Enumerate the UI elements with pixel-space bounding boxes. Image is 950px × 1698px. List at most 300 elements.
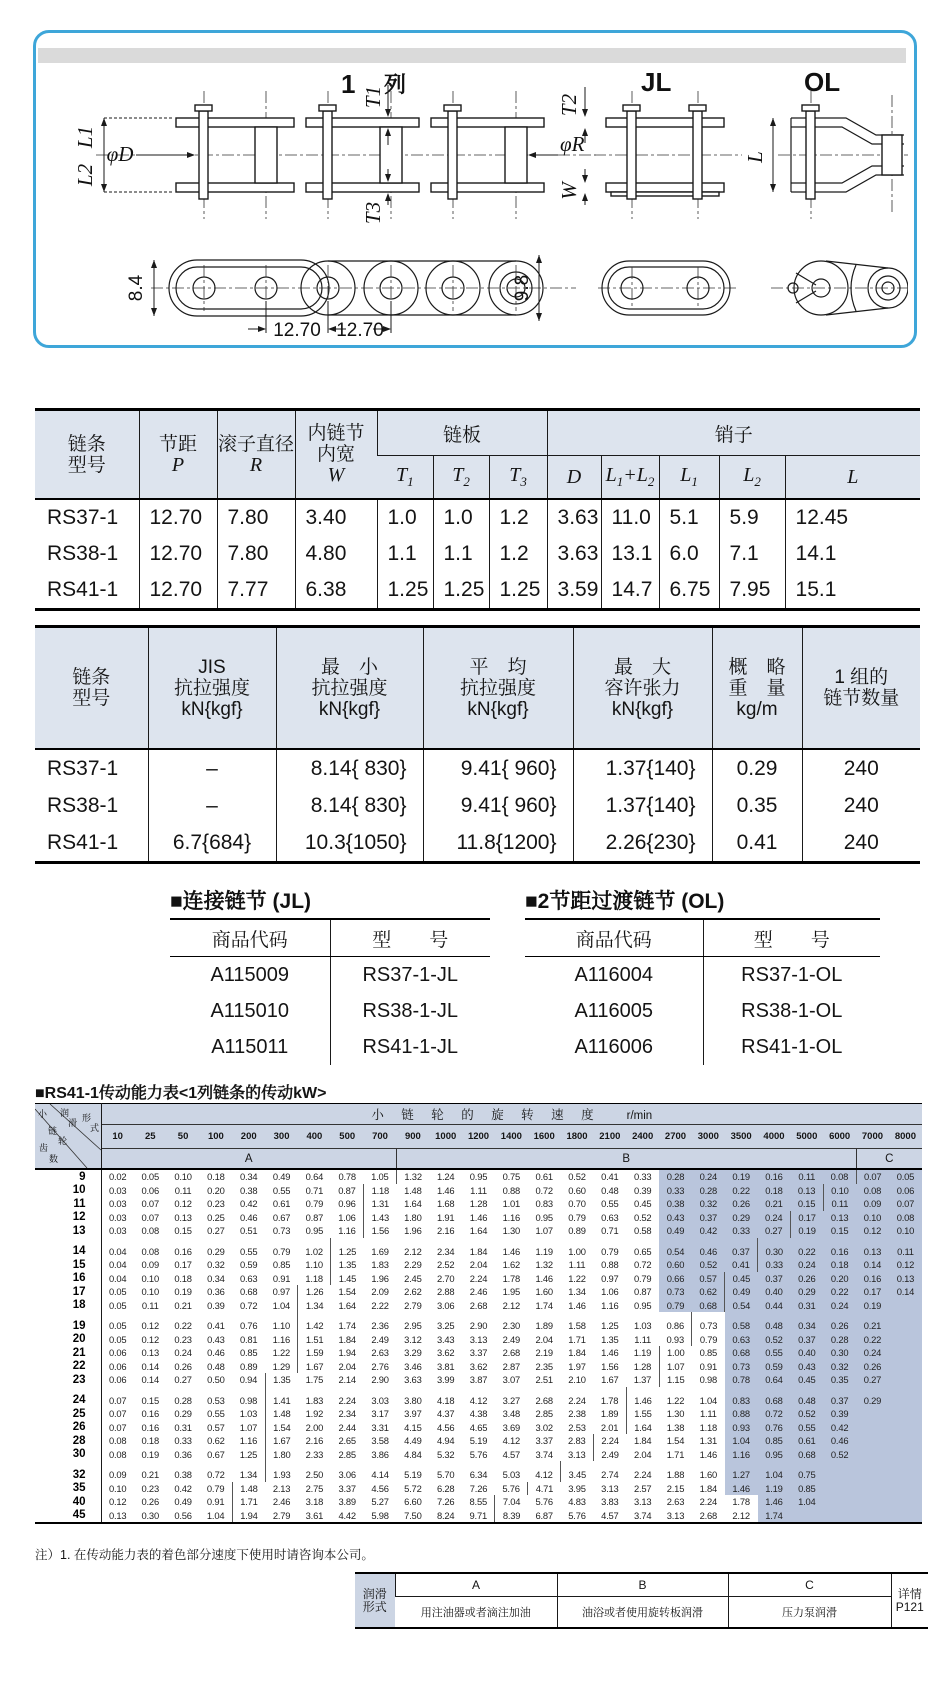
power-cell: 0.04 — [108, 1272, 127, 1284]
power-cell: 0.40 — [790, 1346, 823, 1360]
power-cell: 0.52 — [692, 1258, 725, 1272]
dim-value-cell: 6.0 — [659, 536, 719, 572]
fig-label-row-cjk: 列 — [384, 72, 407, 97]
power-cell: 3.02 — [535, 1421, 553, 1433]
power-cell: 0.13 — [889, 1272, 922, 1286]
dim-value-cell: 1.25 — [489, 572, 547, 610]
power-cell: 0.42 — [692, 1224, 725, 1238]
power-cell: 1.04 — [206, 1509, 225, 1521]
power-cell — [167, 1238, 200, 1245]
power-cell: 0.89 — [240, 1360, 258, 1372]
power-cell: 0.32 — [823, 1360, 856, 1374]
power-cell: 0.10 — [856, 1211, 889, 1225]
power-cell: 0.05 — [889, 1169, 922, 1184]
power-cell: 0.24 — [758, 1211, 791, 1225]
power-cell: 2.50 — [305, 1469, 324, 1481]
lube-corner: 润滑 形式 — [355, 1573, 395, 1628]
power-cell: 1.10 — [272, 1320, 291, 1332]
power-cell: 0.12 — [108, 1496, 127, 1508]
power-cell: 0.53 — [207, 1394, 225, 1406]
power-cell — [396, 1238, 429, 1245]
str-value-cell: 9.41{ 960} — [423, 787, 573, 824]
speed-col-1800: 1800 — [566, 1131, 588, 1142]
power-cell: 1.03 — [239, 1408, 258, 1420]
power-cell: 2.24 — [633, 1469, 652, 1481]
power-cell: 6.60 — [404, 1496, 422, 1508]
power-cell — [856, 1238, 889, 1245]
power-cell: 0.13 — [174, 1211, 192, 1223]
power-cell: 1.95 — [502, 1286, 521, 1298]
power-cell: 1.64 — [469, 1225, 488, 1237]
power-cell: 0.17 — [174, 1259, 192, 1271]
power-cell: 0.20 — [207, 1184, 225, 1196]
power-cell: 0.19 — [141, 1448, 159, 1460]
power-cell: 1.04 — [725, 1434, 758, 1448]
power-cell: 6.34 — [469, 1469, 488, 1481]
power-cell: 0.28 — [692, 1184, 725, 1198]
dim-value-cell: 12.70 — [139, 499, 217, 536]
str-value-cell: 1.37{140} — [573, 749, 712, 787]
power-cell — [889, 1312, 922, 1319]
teeth-label: 30 — [35, 1448, 101, 1462]
power-cell: 4.15 — [404, 1421, 422, 1433]
power-cell — [823, 1312, 856, 1319]
power-cell: 0.12 — [141, 1333, 159, 1345]
power-cell — [528, 1312, 561, 1319]
power-cell — [495, 1387, 528, 1394]
speed-col-4000: 4000 — [763, 1131, 785, 1142]
str-col-3: 平 均 抗拉强度 kN{kgf} — [423, 627, 573, 750]
power-cell — [298, 1387, 331, 1394]
power-cell — [265, 1312, 298, 1319]
dim-row-RS41-1 — [35, 572, 920, 610]
power-cell: 0.33 — [174, 1435, 192, 1447]
power-cell: 1.84 — [568, 1347, 586, 1359]
power-cell: 0.07 — [856, 1169, 889, 1184]
power-cell: 0.68 — [692, 1299, 725, 1313]
power-cell: 2.75 — [305, 1482, 324, 1494]
power-cell — [396, 1461, 429, 1468]
dim-value-cell: 7.1 — [719, 536, 785, 572]
power-cell: 0.96 — [338, 1198, 356, 1210]
power-cell — [823, 1387, 856, 1394]
power-cell: 1.84 — [469, 1245, 488, 1257]
power-cell: 0.48 — [790, 1394, 823, 1408]
col-sym-l1: $L_1$ — [659, 456, 719, 500]
power-cell: 1.55 — [626, 1407, 659, 1421]
power-cell — [889, 1299, 922, 1313]
power-cell: 3.99 — [436, 1374, 455, 1386]
dim-t1: T1 — [361, 85, 385, 109]
col-sym-l1l2: $L_1+L_2$ — [601, 456, 659, 500]
power-cell: 4.37 — [436, 1408, 455, 1420]
power-cell: 1.54 — [338, 1286, 356, 1298]
power-cell: 0.52 — [633, 1211, 652, 1223]
power-cell: 0.45 — [725, 1272, 758, 1286]
power-cell: 2.68 — [469, 1299, 488, 1311]
power-row-23 — [35, 1373, 922, 1387]
power-cell: 4.94 — [436, 1435, 455, 1447]
power-cell: 0.49 — [659, 1224, 692, 1238]
power-cell: 0.22 — [174, 1320, 192, 1332]
power-cell: 1.74 — [758, 1509, 791, 1524]
power-cell: 1.60 — [535, 1286, 553, 1298]
power-cell: 0.33 — [758, 1258, 791, 1272]
power-cell: 0.07 — [108, 1394, 127, 1406]
power-cell: 1.00 — [659, 1346, 692, 1360]
power-cell: 2.68 — [535, 1394, 553, 1406]
power-cell: 2.44 — [338, 1421, 356, 1433]
fig-label-jl: JL — [641, 67, 672, 97]
speed-col-500: 500 — [339, 1131, 356, 1142]
power-cell: 1.46 — [699, 1448, 718, 1460]
col-sym-t3: $T_3$ — [489, 456, 547, 500]
power-cell: 0.11 — [141, 1299, 159, 1311]
power-cell: 1.28 — [633, 1360, 652, 1372]
power-cell: 0.16 — [856, 1272, 889, 1286]
power-cell: 0.18 — [141, 1435, 159, 1447]
speed-col-100: 100 — [207, 1131, 224, 1142]
teeth-label: 11 — [35, 1197, 101, 1211]
power-cell — [889, 1495, 922, 1509]
power-cell: 3.06 — [338, 1469, 356, 1481]
lubrication-table — [355, 1572, 928, 1629]
power-cell: 0.32 — [692, 1197, 725, 1211]
dim-t2: T2 — [557, 93, 581, 117]
power-cell: 1.35 — [601, 1333, 619, 1345]
power-cell: 0.62 — [207, 1435, 225, 1447]
group-pin: 销子 — [547, 410, 920, 456]
power-cell: 5.70 — [436, 1469, 455, 1481]
power-cell — [659, 1312, 692, 1319]
power-cell — [364, 1312, 397, 1319]
teeth-label: 16 — [35, 1272, 101, 1286]
power-cell: 0.37 — [725, 1245, 758, 1259]
dim-value-cell: 1.25 — [433, 572, 489, 610]
power-cell: 0.29 — [725, 1211, 758, 1225]
power-cell: 0.55 — [272, 1184, 291, 1196]
str-value-cell: 0.35 — [712, 787, 802, 824]
power-cell: 1.88 — [666, 1469, 685, 1481]
power-cell — [232, 1238, 265, 1245]
power-cell: 5.32 — [436, 1448, 455, 1460]
lube-zone-b: B — [557, 1573, 728, 1597]
speed-col-1000: 1000 — [435, 1131, 457, 1142]
power-cell: 2.90 — [371, 1374, 389, 1386]
power-cell: 3.29 — [404, 1347, 422, 1359]
power-cell: 0.12 — [141, 1320, 159, 1332]
power-cell: 4.57 — [601, 1509, 619, 1521]
power-cell: 0.24 — [174, 1347, 192, 1359]
power-cell: 1.11 — [634, 1333, 652, 1345]
power-cell: 3.03 — [371, 1394, 389, 1406]
power-cell: 4.56 — [371, 1482, 389, 1494]
power-cell: 1.16 — [725, 1448, 758, 1462]
power-cell: 0.68 — [790, 1448, 823, 1462]
power-cell: 1.93 — [265, 1468, 298, 1482]
power-table — [35, 1103, 922, 1524]
power-cell: 9.71 — [469, 1509, 487, 1521]
power-cell: 0.52 — [790, 1407, 823, 1421]
jl-link-view — [557, 87, 742, 315]
power-cell: 3.37 — [535, 1435, 553, 1447]
teeth-label: 25 — [35, 1407, 101, 1421]
power-cell: 1.04 — [790, 1495, 823, 1509]
speed-col-3000: 3000 — [697, 1131, 719, 1142]
power-cell: 1.94 — [232, 1509, 265, 1524]
power-row-12 — [35, 1211, 922, 1225]
power-cell: 0.18 — [207, 1171, 225, 1183]
power-cell: 0.09 — [141, 1259, 159, 1271]
power-cell: 0.28 — [659, 1169, 692, 1184]
power-cell: 1.64 — [404, 1198, 422, 1210]
power-cell: 3.74 — [633, 1509, 652, 1521]
power-cell: 0.31 — [790, 1299, 823, 1313]
power-cell: 0.11 — [790, 1169, 823, 1184]
dim-value-cell: 12.70 — [139, 536, 217, 572]
zone-label-C: C — [856, 1149, 922, 1170]
power-cell — [265, 1238, 298, 1245]
dim-value-cell: 14.7 — [601, 572, 659, 610]
power-cell: 0.03 — [108, 1211, 127, 1223]
power-cell: 1.46 — [601, 1347, 619, 1359]
part-code-cell: A116005 — [574, 999, 654, 1022]
power-cell — [626, 1387, 659, 1394]
power-cell: 0.72 — [240, 1299, 258, 1311]
speed-col-10: 10 — [112, 1131, 123, 1142]
power-cell — [265, 1387, 298, 1394]
power-cell: 0.95 — [633, 1299, 652, 1311]
teeth-label: 40 — [35, 1495, 101, 1509]
power-cell: 3.61 — [305, 1509, 324, 1521]
str-value-cell: – — [148, 787, 276, 824]
power-cell — [528, 1461, 561, 1468]
power-cell: 0.52 — [823, 1448, 856, 1462]
teeth-label: 35 — [35, 1482, 101, 1496]
power-cell: 0.76 — [758, 1421, 791, 1435]
power-row-32 — [35, 1468, 922, 1482]
power-cell: 0.87 — [305, 1211, 324, 1223]
power-cell: 0.94 — [239, 1374, 258, 1386]
dim-value-cell: 7.95 — [719, 572, 785, 610]
jl-col-model: 型 号 — [330, 919, 490, 957]
power-cell — [692, 1238, 725, 1245]
power-cell: 1.04 — [699, 1394, 718, 1406]
power-cell: 1.78 — [600, 1394, 619, 1406]
power-cell — [790, 1312, 823, 1319]
speed-col-2700: 2700 — [664, 1131, 687, 1142]
power-cell: 2.13 — [272, 1482, 291, 1494]
speed-col-50: 50 — [177, 1131, 189, 1142]
power-cell: 0.95 — [535, 1211, 553, 1223]
power-cell: 0.24 — [856, 1346, 889, 1360]
power-cell: 0.95 — [758, 1448, 791, 1462]
power-cell: 6.28 — [436, 1482, 455, 1494]
power-cell: 3.62 — [436, 1347, 455, 1359]
power-cell — [856, 1421, 889, 1435]
power-cell: 0.98 — [239, 1394, 258, 1406]
model-cell: RS37-1 — [47, 756, 119, 780]
power-cell: 4.57 — [502, 1448, 521, 1460]
lube-desc-b: 油浴或者使用旋转板润滑 — [557, 1597, 728, 1629]
power-cell: 1.80 — [265, 1448, 298, 1462]
str-value-cell: 6.7{684} — [148, 824, 276, 863]
power-cell: 0.91 — [699, 1360, 718, 1372]
ol-link-view — [743, 91, 908, 315]
power-cell: 1.10 — [305, 1259, 323, 1271]
power-cell: 1.42 — [298, 1319, 331, 1333]
power-cell: 0.14 — [856, 1258, 889, 1272]
power-cell: 0.36 — [174, 1448, 192, 1460]
speed-col-2100: 2100 — [599, 1131, 621, 1142]
power-cell: 1.62 — [502, 1259, 521, 1271]
dim-9-8: 9.8 — [512, 274, 533, 302]
power-cell: 0.24 — [823, 1299, 856, 1313]
power-cell: 0.30 — [141, 1509, 159, 1521]
str-value-cell: 240 — [802, 787, 920, 824]
power-cell: 0.07 — [108, 1421, 127, 1433]
power-cell: 0.71 — [305, 1184, 324, 1196]
dim-t3: T3 — [361, 201, 385, 225]
power-cell: 0.55 — [207, 1408, 225, 1420]
str-value-cell: – — [148, 749, 276, 787]
power-cell: 0.13 — [108, 1509, 127, 1521]
power-cell: 1.74 — [338, 1320, 356, 1332]
power-cell: 8.24 — [436, 1509, 455, 1521]
power-cell: 0.05 — [141, 1171, 159, 1183]
power-row-40 — [35, 1495, 922, 1509]
power-cell: 1.18 — [364, 1184, 397, 1198]
power-cell: 0.79 — [601, 1245, 619, 1257]
power-cell: 0.04 — [108, 1259, 127, 1271]
dim-value-cell: 12.70 — [139, 572, 217, 610]
power-cell: 0.19 — [856, 1299, 889, 1313]
power-cell: 0.10 — [141, 1272, 159, 1284]
dim-value-cell: 3.40 — [295, 499, 377, 536]
power-cell: 2.04 — [633, 1448, 652, 1460]
power-cell: 0.95 — [305, 1225, 324, 1237]
power-cell — [889, 1238, 922, 1245]
power-row-21 — [35, 1346, 922, 1360]
power-cell: 0.55 — [240, 1245, 258, 1257]
model-cell: RS38-1 — [47, 793, 119, 817]
power-cell — [167, 1387, 200, 1394]
power-cell — [298, 1461, 331, 1468]
power-cell: 7.04 — [495, 1495, 528, 1509]
power-cell: 0.93 — [725, 1421, 758, 1435]
dim-row-RS37-1 — [35, 499, 920, 536]
dim-row-RS38-1 — [35, 536, 920, 572]
power-cell: 1.30 — [666, 1408, 685, 1420]
str-value-cell: 11.8{1200} — [423, 824, 573, 863]
power-cell: 0.18 — [758, 1184, 791, 1198]
power-cell: 0.08 — [108, 1448, 127, 1460]
power-cell — [429, 1461, 462, 1468]
part-model-cell: RS38-1-JL — [330, 993, 490, 1029]
power-cell — [823, 1509, 856, 1524]
str-col-5: 概 略 重 量 kg/m — [712, 627, 802, 750]
col-sym-l2: $L_2$ — [719, 456, 785, 500]
power-cell: 1.75 — [305, 1374, 324, 1386]
power-cell — [692, 1461, 725, 1468]
teeth-label: 19 — [35, 1319, 101, 1333]
diag-xiao: 小 — [38, 1109, 48, 1119]
power-cell: 0.26 — [141, 1496, 159, 1508]
footnote: 注）1. 在传动能力表的着色部分速度下使用时请咨询本公司。 — [35, 1548, 374, 1562]
power-cell: 0.23 — [141, 1482, 159, 1494]
power-cell: 0.42 — [240, 1198, 258, 1210]
power-cell: 0.79 — [272, 1245, 291, 1257]
str-value-cell: 2.26{230} — [573, 824, 712, 863]
power-cell: 0.07 — [889, 1197, 922, 1211]
power-cell: 0.57 — [207, 1421, 225, 1433]
power-cell: 0.78 — [338, 1171, 356, 1183]
teeth-label: 28 — [35, 1434, 101, 1448]
power-cell: 1.46 — [469, 1211, 488, 1223]
power-cell: 0.70 — [568, 1198, 586, 1210]
chain-drawing-panel — [33, 30, 917, 348]
power-cell: 0.41 — [601, 1171, 619, 1183]
power-cell: 0.39 — [633, 1184, 652, 1196]
part-row-A115011 — [170, 1029, 490, 1065]
power-cell: 0.95 — [469, 1171, 488, 1183]
dim-value-cell: 15.1 — [785, 572, 920, 610]
dim-value-cell: 1.1 — [377, 536, 433, 572]
power-cell: 0.22 — [823, 1285, 856, 1299]
power-cell: 0.10 — [174, 1171, 192, 1183]
str-col-6: 1 组的 链节数量 — [802, 627, 920, 750]
power-cell: 1.84 — [338, 1333, 356, 1345]
power-cell: 0.38 — [240, 1184, 258, 1196]
power-cell: 1.78 — [732, 1496, 750, 1508]
lube-zone-a: A — [395, 1573, 557, 1597]
power-cell: 2.22 — [371, 1299, 389, 1311]
power-cell: 2.65 — [338, 1435, 356, 1447]
power-cell: 0.15 — [790, 1197, 823, 1211]
power-cell: 0.50 — [207, 1374, 225, 1386]
speed-col-7000: 7000 — [861, 1131, 884, 1142]
ol-col-code: 商品代码 — [525, 919, 703, 957]
power-row-9 — [35, 1169, 922, 1184]
power-cell — [462, 1461, 495, 1468]
power-cell: 0.61 — [790, 1434, 823, 1448]
teeth-label: 32 — [35, 1468, 101, 1482]
power-cell: 1.30 — [502, 1225, 521, 1237]
power-cell: 0.88 — [725, 1407, 758, 1421]
power-cell: 8.55 — [469, 1496, 487, 1508]
power-cell: 1.26 — [298, 1285, 331, 1299]
power-cell — [889, 1387, 922, 1394]
power-cell: 1.56 — [364, 1224, 397, 1238]
power-cell: 2.24 — [338, 1394, 356, 1406]
power-cell: 0.97 — [272, 1286, 291, 1298]
power-cell: 3.18 — [305, 1496, 324, 1508]
diag-shu: 数 — [49, 1154, 59, 1164]
power-cell — [856, 1468, 889, 1482]
power-cell: 3.13 — [666, 1509, 685, 1521]
power-cell: 0.46 — [692, 1245, 725, 1259]
part-model-cell: RS37-1-JL — [330, 957, 490, 994]
dim-phi-r: φR — [560, 132, 585, 156]
power-cell — [199, 1238, 232, 1245]
power-cell: 1.01 — [502, 1198, 521, 1210]
power-cell: 2.04 — [469, 1259, 488, 1271]
dim-pitch-2: 12.70 — [336, 320, 384, 339]
power-cell: 3.45 — [561, 1468, 594, 1482]
lube-detail-ref: 详情 P121 — [891, 1573, 928, 1628]
power-row-28 — [35, 1434, 922, 1448]
power-cell: 1.89 — [600, 1408, 619, 1420]
